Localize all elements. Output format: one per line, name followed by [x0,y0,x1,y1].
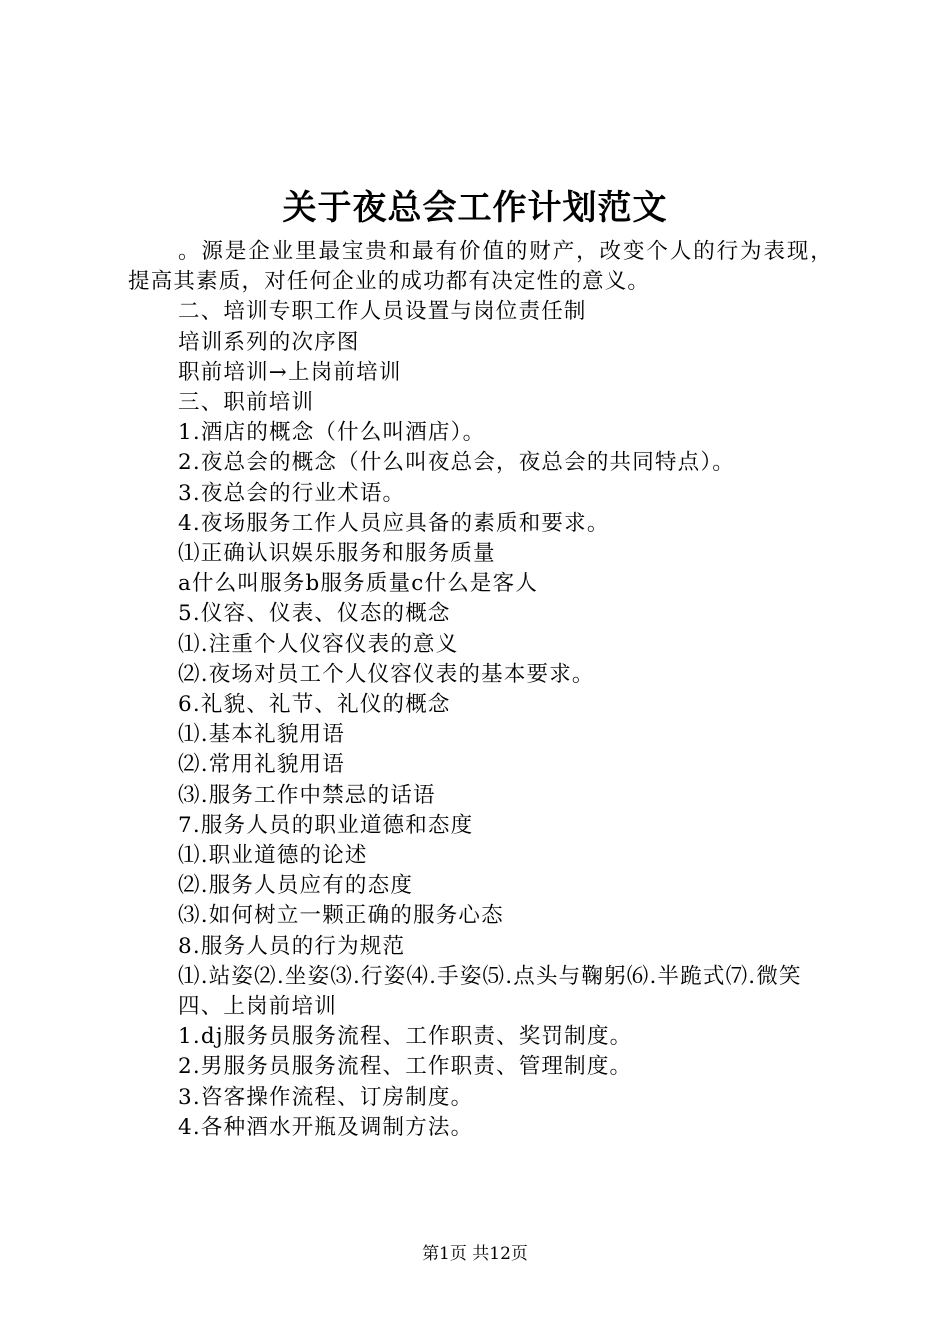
list-item: 6.礼貌、礼节、礼仪的概念 [178,692,451,718]
list-item: 4.各种酒水开瓶及调制方法。 [178,1114,474,1140]
list-item: 7.服务人员的职业道德和态度 [178,812,474,838]
list-item: 1.酒店的概念（什么叫酒店）。 [178,420,486,446]
list-item: ⑴.职业道德的论述 [178,843,368,869]
list-item: 3.咨客操作流程、订房制度。 [178,1084,474,1110]
paragraph: 培训系列的次序图 [178,329,360,355]
list-item: 4.夜场服务工作人员应具备的素质和要求。 [178,510,610,536]
list-item: 2.夜总会的概念（什么叫夜总会，夜总会的共同特点）。 [178,450,735,476]
paragraph: 职前培训→上岗前培训 [178,359,402,385]
list-item: 2.男服务员服务流程、工作职责、管理制度。 [178,1054,633,1080]
section-heading: 三、职前培训 [178,390,315,416]
list-item: ⑴.基本礼貌用语 [178,722,345,748]
list-item: ⑵.服务人员应有的态度 [178,873,414,899]
section-heading: 二、培训专职工作人员设置与岗位责任制 [178,299,587,325]
list-item: ⑴正确认识娱乐服务和服务质量 [178,541,496,567]
list-item: ⑴.站姿⑵.坐姿⑶.行姿⑷.手姿⑸.点头与鞠躬⑹.半跪式⑺.微笑 [178,963,802,989]
list-item: ⑴.注重个人仪容仪表的意义 [178,631,459,657]
list-item: ⑵.夜场对员工个人仪容仪表的基本要求。 [178,661,595,687]
list-item: a什么叫服务b服务质量c什么是客人 [178,571,539,597]
page-footer [0,1241,950,1267]
document-title: 关于夜总会工作计划范文 [282,188,668,228]
page-number-label: 第1页 共12页 [422,1244,528,1264]
list-item: 5.仪容、仪表、仪态的概念 [178,601,451,627]
list-item: 1.dj服务员服务流程、工作职责、奖罚制度。 [178,1024,633,1050]
list-item: 3.夜总会的行业术语。 [178,480,406,506]
list-item: ⑶.服务工作中禁忌的话语 [178,782,436,808]
paragraph: 。源是企业里最宝贵和最有价值的财产，改变个人的行为表现，提高其素质，对任何企业的成功都有决定性的意义。 [128,239,833,295]
list-item: ⑶.如何树立一颗正确的服务心态 [178,903,504,929]
list-item: 8.服务人员的行为规范 [178,933,406,959]
document-body [128,237,833,1143]
section-heading: 四、上岗前培训 [178,994,337,1020]
list-item: ⑵.常用礼貌用语 [178,752,345,778]
